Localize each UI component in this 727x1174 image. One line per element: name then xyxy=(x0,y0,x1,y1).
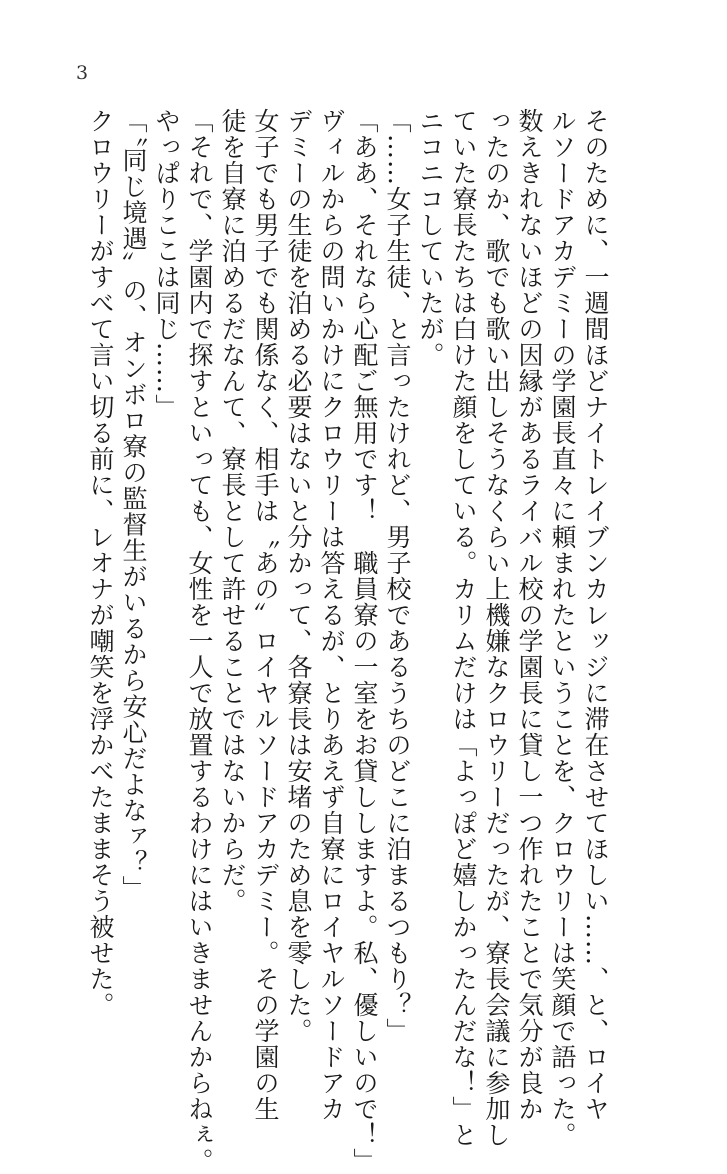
text-line: ルソードアカデミーの学園長直々に頼まれたということを、クロウリーは笑顔で語った。 xyxy=(548,108,577,1148)
text-line: ニコニコしていたが。 xyxy=(416,108,445,368)
text-line: 「それで、学園内で探すといっても、女性を一人で放置するわけにはいきませんからねぇ。 xyxy=(185,108,214,1174)
text-line: 徒を自寮に泊めるだなんて、寮長として許せることではないからだ。 xyxy=(218,108,247,914)
text-line: クロウリーがすべて言い切る前に、レオナが嘲笑を浮かべたままそう被せた。 xyxy=(86,108,115,1018)
text-line: デミーの生徒を泊める必要はないと分かって、各寮長は安堵のため息を零した。 xyxy=(284,108,313,1044)
text-line: ていた寮長たちは白けた顔をしている。カリムだけは「よっぽど嬉しかったんだな！」と xyxy=(449,108,478,1148)
page-number: 3 xyxy=(76,62,89,84)
text-line: やっぱりここは同じ……」 xyxy=(152,108,181,420)
text-line: ったのか、歌でも歌い出しそうなくらい上機嫌なクロウリーだったが、寮長会議に参加し xyxy=(482,108,511,1148)
text-line: 「ああ、それなら心配ご無用です！ 職員寮の一室をお貸ししますよ。私、優しいので！」 xyxy=(350,108,379,1174)
text-line: そのために、一週間ほどナイトレイブンカレッジに滞在させてほしい……、と、ロイヤ xyxy=(581,108,610,1122)
text-line: 「……女子生徒、と言ったけれど、男子校であるうちのどこに泊まるつもり？」 xyxy=(383,108,412,1044)
text-line: 「〝同じ境遇〟の、オンボロ寮の監督生がいるから安心だよなァ？」 xyxy=(119,108,148,902)
vertical-body-text xyxy=(84,108,612,1174)
text-line: 女子でも男子でも関係なく、相手は〝あの〟ロイヤルソードアカデミー。その学園の生 xyxy=(251,108,280,1122)
text-line: ヴィルからの問いかけにクロウリーは答えるが、とりあえず自寮にロイヤルソードアカ xyxy=(317,108,346,1122)
text-line: 数えきれないほどの因縁があるライバル校の学園長に貸し一つ作れたことで気分が良か xyxy=(515,108,544,1122)
